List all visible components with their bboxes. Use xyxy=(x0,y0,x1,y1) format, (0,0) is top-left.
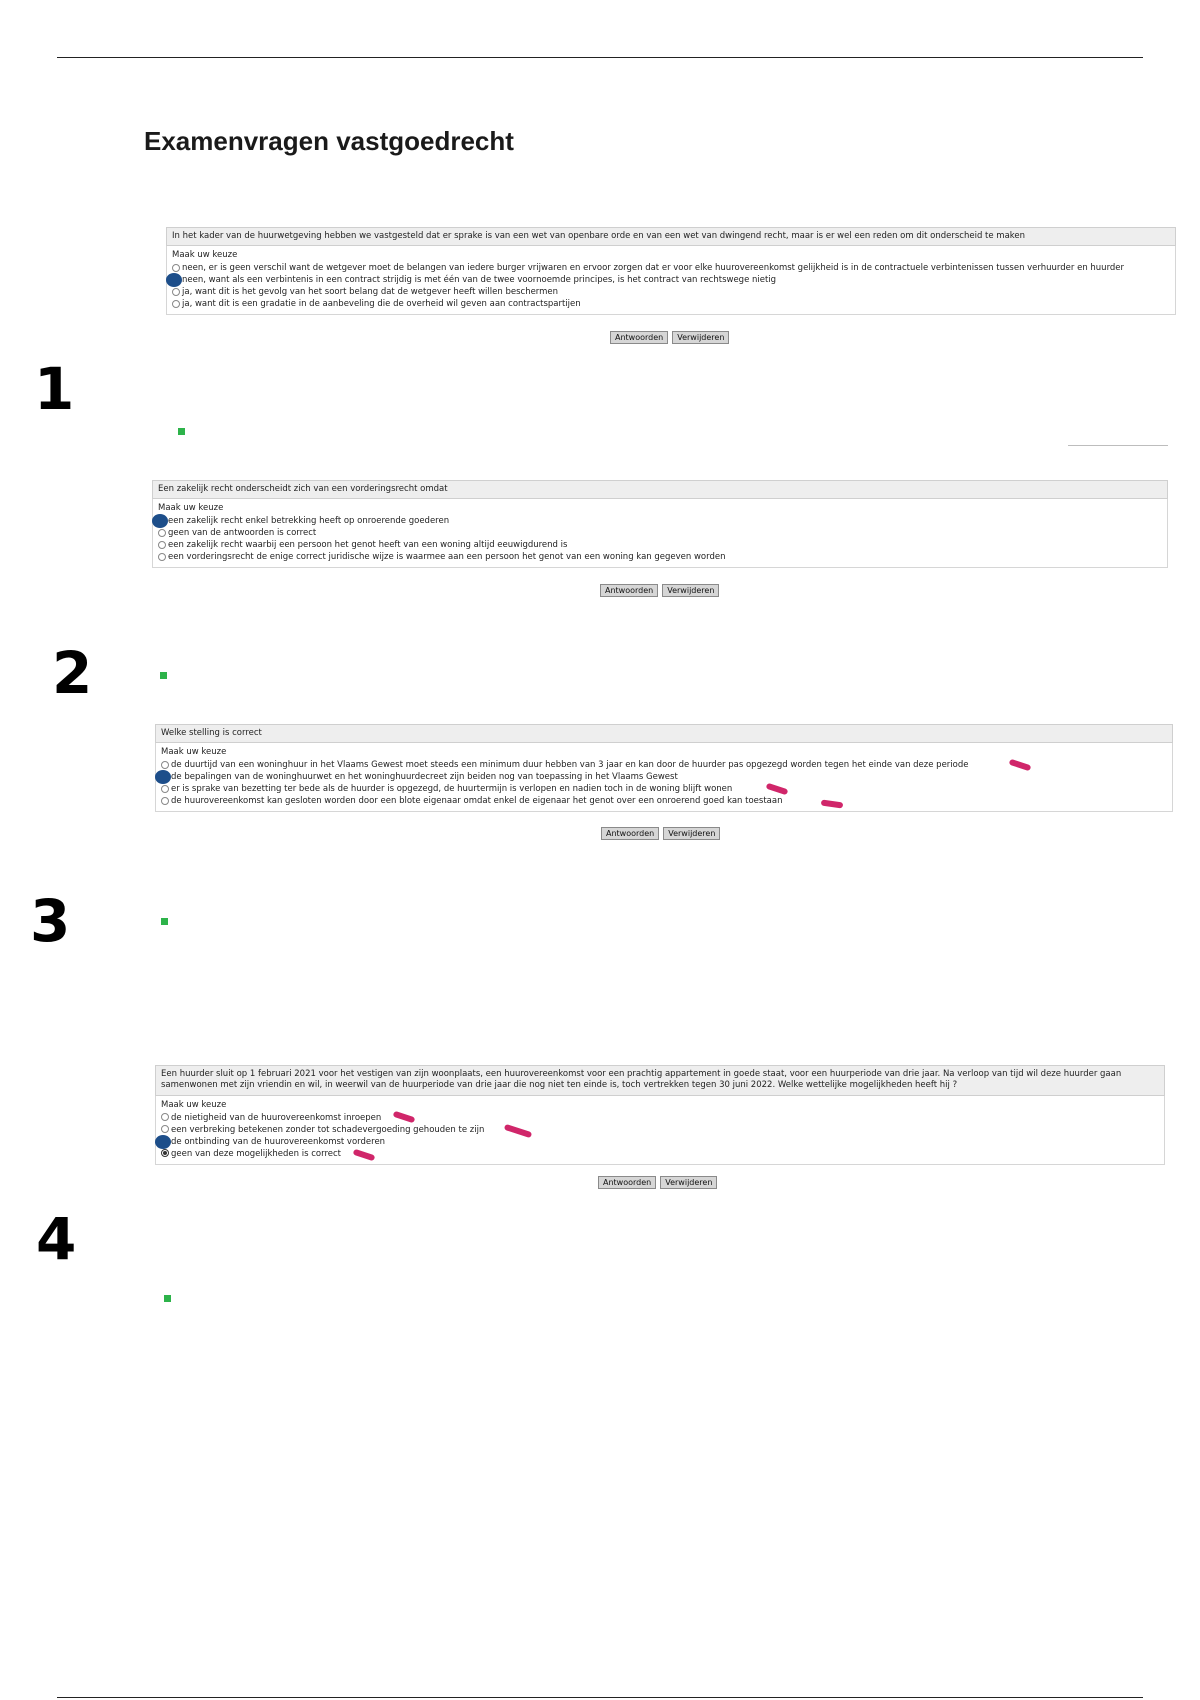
option-1[interactable] xyxy=(161,1112,1159,1124)
option-label: de nietigheid van de huurovereenkomst inroepen xyxy=(171,1112,382,1123)
marked-dot xyxy=(155,1135,171,1149)
question-text: Welke stelling is correct xyxy=(155,724,1173,743)
option-label: neen, er is geen verschil want de wetgever moet de belangen van iedere burger vrijwaren en ervoor zorgen dat er voor elke huurovereenkomst gelijkheid is in de contractuele verbintenissen tussen verhuurder en huurder xyxy=(182,263,1125,274)
question-number-1: 1 xyxy=(34,355,75,423)
option-label: een verbreking betekenen zonder tot schadevergoeding gehouden te zijn xyxy=(171,1124,485,1135)
delete-button[interactable]: Verwijderen xyxy=(672,331,729,344)
option-4[interactable] xyxy=(158,551,1162,563)
option-2[interactable] xyxy=(161,771,1167,783)
question-2-buttons xyxy=(600,584,719,597)
marked-dot xyxy=(152,514,168,528)
radio-button[interactable] xyxy=(161,1113,169,1121)
choice-prompt: Maak uw keuze xyxy=(161,747,227,758)
delete-button[interactable]: Verwijderen xyxy=(660,1176,717,1189)
question-text: Een zakelijk recht onderscheidt zich van een vorderingsrecht omdat xyxy=(152,480,1168,499)
delete-button[interactable]: Verwijderen xyxy=(662,584,719,597)
question-1 xyxy=(166,227,1176,315)
answer-button[interactable]: Antwoorden xyxy=(600,584,658,597)
radio-button[interactable] xyxy=(161,785,169,793)
question-number-4: 4 xyxy=(36,1205,77,1273)
answer-button[interactable]: Antwoorden xyxy=(601,827,659,840)
choice-prompt: Maak uw keuze xyxy=(172,250,238,261)
radio-button[interactable] xyxy=(158,553,166,561)
question-3-buttons xyxy=(601,827,720,840)
pen-mark xyxy=(821,800,844,809)
bottom-rule xyxy=(57,1697,1143,1698)
option-label: de huurovereenkomst kan gesloten worden door een blote eigenaar omdat enkel de eigenaar het genot over een onroerend goed kan toestaan xyxy=(171,796,783,807)
radio-button[interactable] xyxy=(172,300,180,308)
top-rule xyxy=(57,57,1143,58)
radio-button[interactable] xyxy=(161,797,169,805)
radio-button[interactable] xyxy=(172,264,180,272)
pen-mark xyxy=(353,1149,376,1162)
question-4 xyxy=(155,1065,1165,1165)
green-marker xyxy=(178,428,185,435)
green-marker xyxy=(160,672,167,679)
option-4[interactable] xyxy=(161,1148,1159,1160)
option-label: de duurtijd van een woninghuur in het Vlaams Gewest moet steeds een minimum duur hebben van 3 jaar en kan door de huurder pas opgezegd worden tegen het einde van deze periode xyxy=(171,760,969,771)
answer-button[interactable]: Antwoorden xyxy=(610,331,668,344)
option-label: ja, want dit is het gevolg van het soort belang dat de wetgever heeft willen beschermen xyxy=(182,287,559,298)
choice-prompt: Maak uw keuze xyxy=(161,1099,227,1110)
option-4[interactable] xyxy=(161,795,1167,807)
question-text: Een huurder sluit op 1 februari 2021 voor het vestigen van zijn woonplaats, een huurovereenkomst voor een prachtig appartement in goede staat, voor een huurperiode van drie jaar. Na verloop van tijd wil deze huurder gaan samenwonen met zijn vriendin en wil, in weerwil van de huurperiode van drie jaar die nog niet ten einde is, toch vertrekken tegen 30 juni 2022. Welke wettelijke mogelijkheden heeft hij ? xyxy=(155,1065,1165,1096)
pen-mark xyxy=(1009,759,1032,772)
pen-mark xyxy=(766,783,789,796)
option-1[interactable] xyxy=(161,759,1167,771)
marked-dot xyxy=(155,770,171,784)
option-3[interactable] xyxy=(172,286,1170,298)
question-options xyxy=(155,1096,1165,1165)
radio-button[interactable] xyxy=(161,1125,169,1133)
radio-button[interactable] xyxy=(158,541,166,549)
question-2 xyxy=(152,480,1168,568)
pen-mark xyxy=(393,1111,416,1124)
option-label: er is sprake van bezetting ter bede als de huurder is opgezegd, de huurtermijn is verlopen en nadien toch in de woning blijft wonen xyxy=(171,784,733,795)
option-3[interactable] xyxy=(161,1136,1159,1148)
question-text: In het kader van de huurwetgeving hebben we vastgesteld dat er sprake is van een wet van openbare orde en van een wet van dwingend recht, maar is er wel een reden om dit onderscheid te maken xyxy=(166,227,1176,246)
option-label: geen van de antwoorden is correct xyxy=(168,528,317,539)
radio-button-selected[interactable] xyxy=(161,1149,169,1157)
option-4[interactable] xyxy=(172,298,1170,310)
option-label: neen, want als een verbintenis in een contract strijdig is met één van de twee voornoemde principes, is het contract van rechtswege nietig xyxy=(182,275,777,286)
option-label: ja, want dit is een gradatie in de aanbeveling die de overheid wil geven aan contractspartijen xyxy=(182,299,581,310)
delete-button[interactable]: Verwijderen xyxy=(663,827,720,840)
question-1-buttons xyxy=(610,331,729,344)
option-label: een vorderingsrecht de enige correct juridische wijze is waarmee aan een persoon het genot van een woning kan gegeven worden xyxy=(168,552,726,563)
radio-button[interactable] xyxy=(161,761,169,769)
option-label: geen van deze mogelijkheden is correct xyxy=(171,1148,341,1159)
option-2[interactable] xyxy=(172,274,1170,286)
option-label: een zakelijk recht waarbij een persoon het genot heeft van een woning altijd eeuwigdurend is xyxy=(168,540,568,551)
radio-button[interactable] xyxy=(158,529,166,537)
option-label: de ontbinding van de huurovereenkomst vorderen xyxy=(171,1136,386,1147)
question-4-buttons xyxy=(598,1176,717,1189)
marked-dot xyxy=(166,273,182,287)
option-1[interactable] xyxy=(158,515,1162,527)
option-3[interactable] xyxy=(161,783,1167,795)
question-options xyxy=(155,743,1173,812)
option-3[interactable] xyxy=(158,539,1162,551)
question-options xyxy=(152,499,1168,568)
question-number-3: 3 xyxy=(30,887,71,955)
green-marker xyxy=(164,1295,171,1302)
question-3 xyxy=(155,724,1173,812)
option-1[interactable] xyxy=(172,262,1170,274)
answer-button[interactable]: Antwoorden xyxy=(598,1176,656,1189)
option-label: de bepalingen van de woninghuurwet en het woninghuurdecreet zijn beiden nog van toepassing in het Vlaams Gewest xyxy=(171,772,678,783)
radio-button[interactable] xyxy=(172,288,180,296)
question-options xyxy=(166,246,1176,315)
question-number-2: 2 xyxy=(52,639,93,707)
page-title: Examenvragen vastgoedrecht xyxy=(144,126,514,156)
separator-line xyxy=(1068,445,1168,446)
choice-prompt: Maak uw keuze xyxy=(158,503,224,514)
option-2[interactable] xyxy=(161,1124,1159,1136)
option-label: een zakelijk recht enkel betrekking heeft op onroerende goederen xyxy=(168,516,450,527)
option-2[interactable] xyxy=(158,527,1162,539)
green-marker xyxy=(161,918,168,925)
